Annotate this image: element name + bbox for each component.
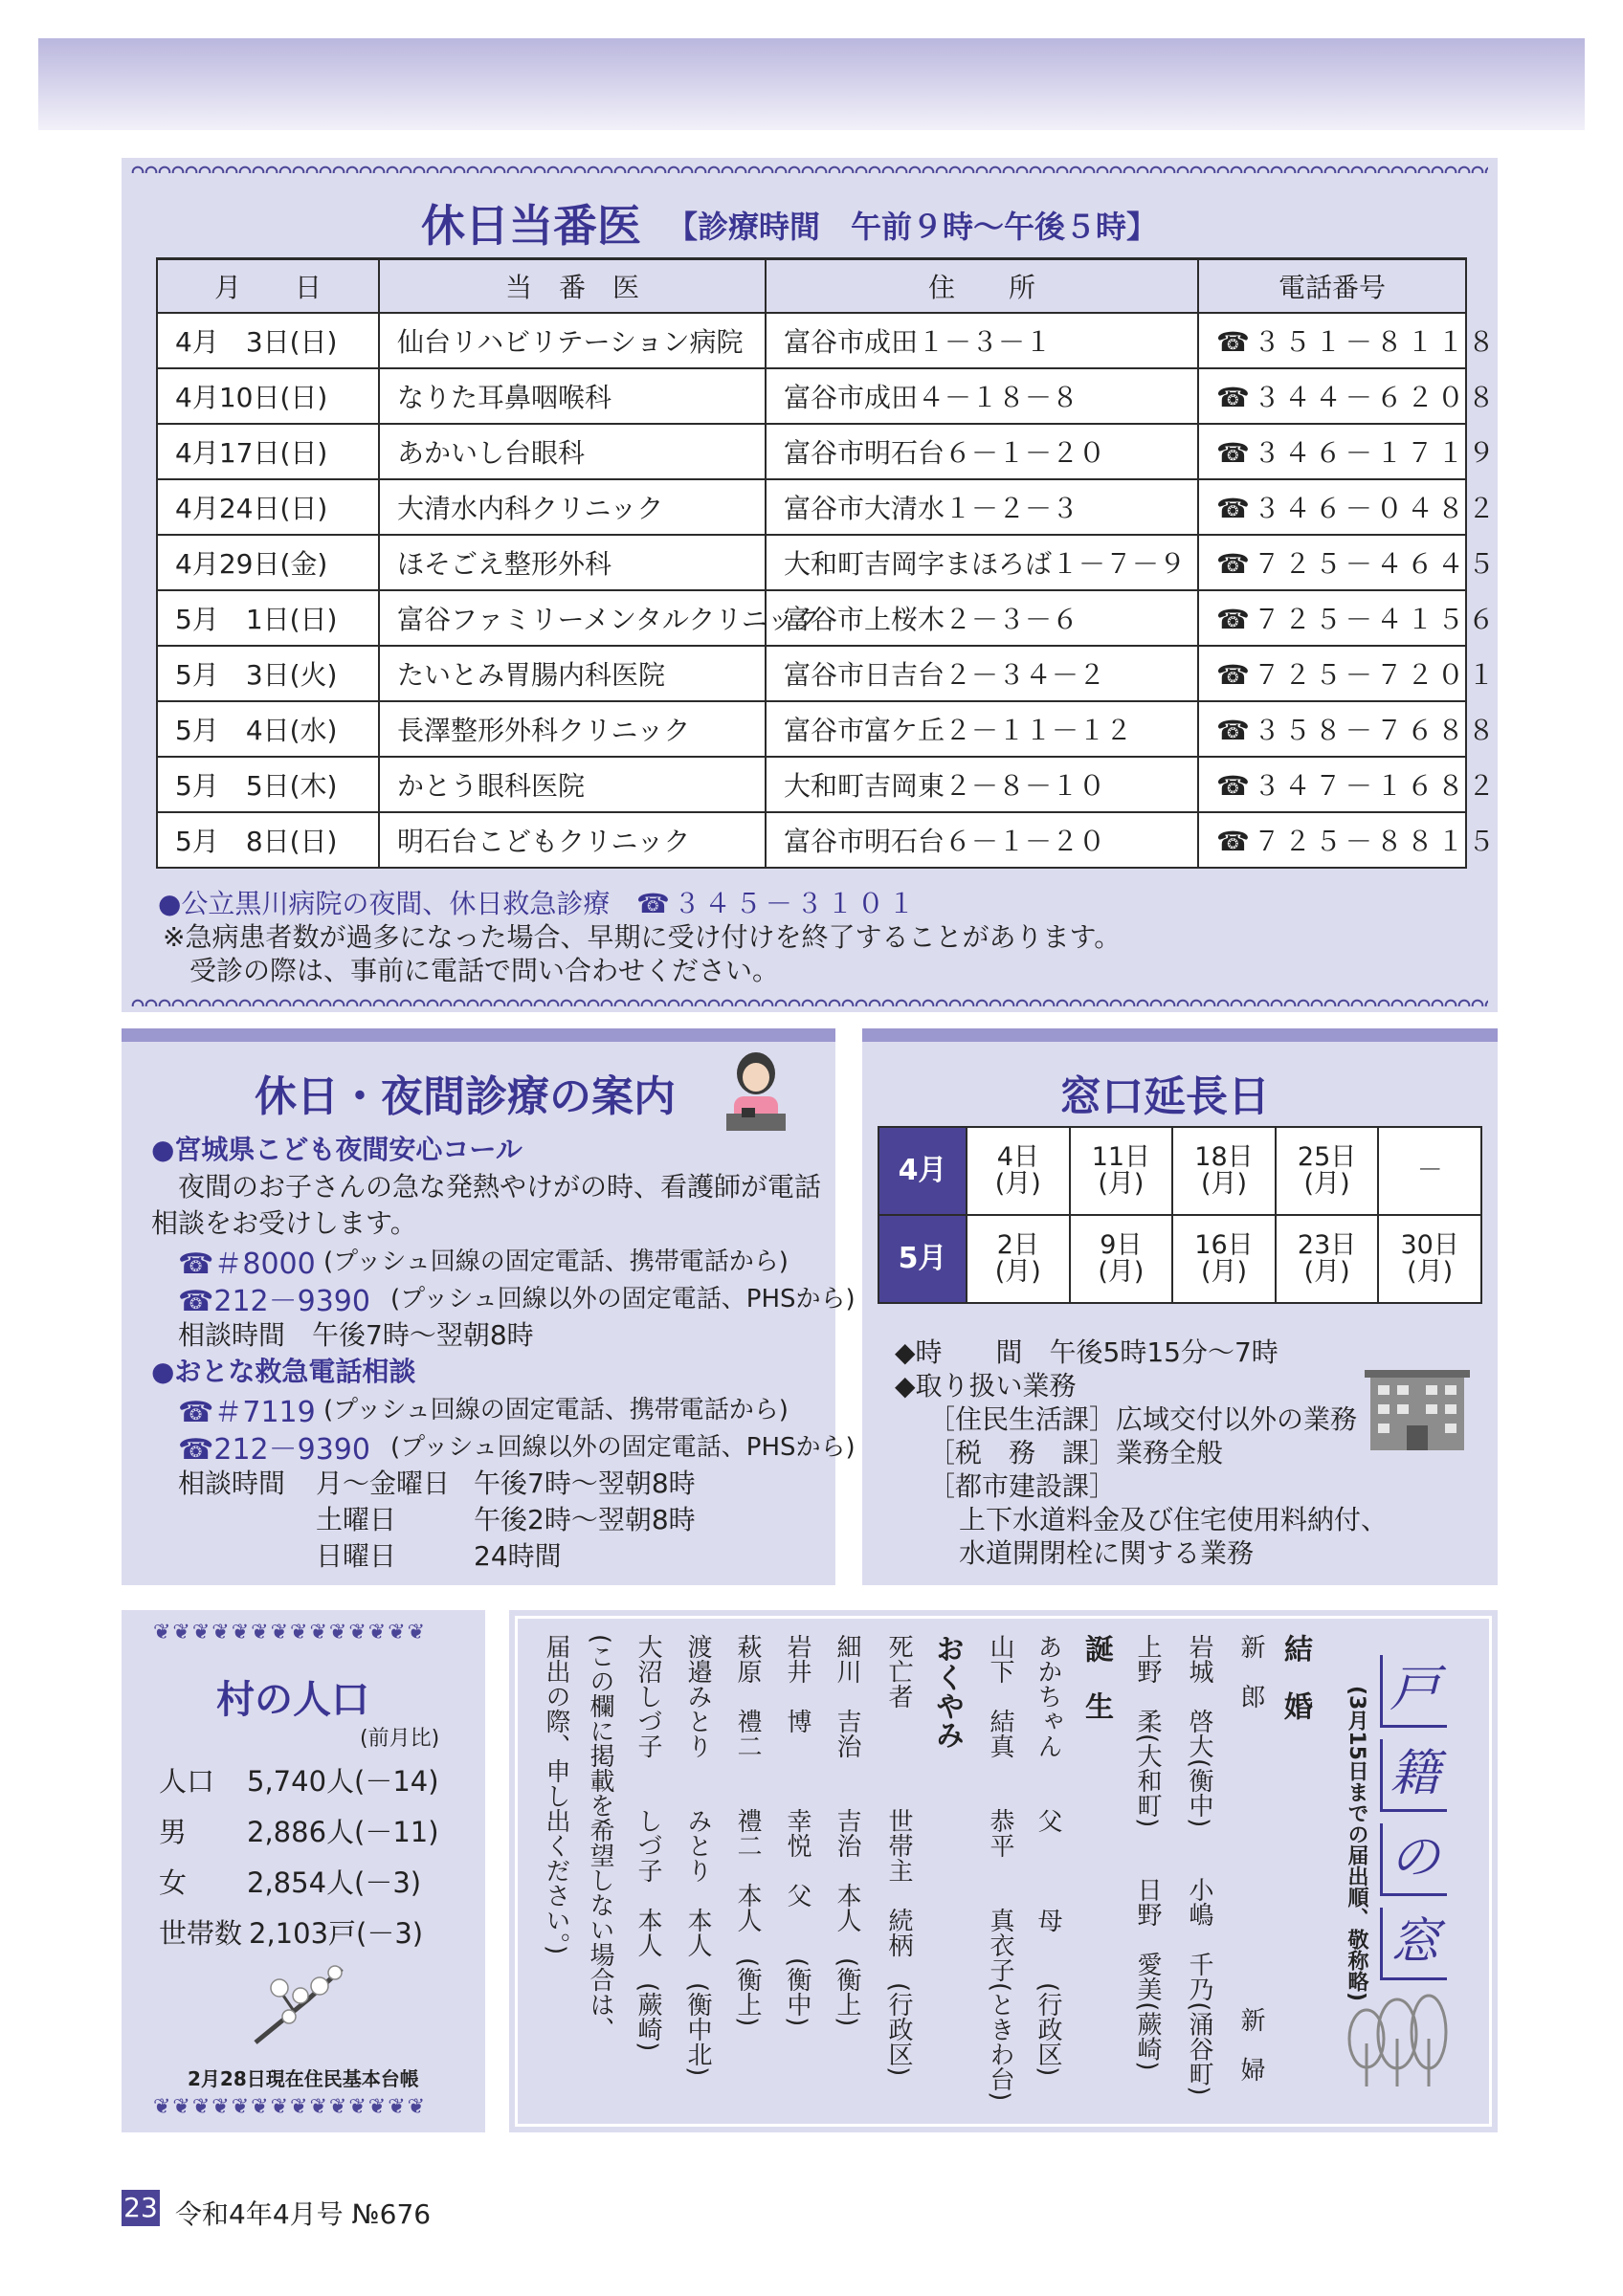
doctor-cell: 明石台こどもクリニック xyxy=(379,812,766,868)
table-row xyxy=(157,368,1466,424)
day-cell: 9日 (月) xyxy=(1070,1215,1173,1303)
duty-table xyxy=(156,257,1499,869)
tree-icon xyxy=(1338,1986,1453,2091)
koseki-section-heading: 結 婚 xyxy=(1278,1634,1312,1720)
population-label: 人口 xyxy=(159,1765,215,1798)
population-note: 2月28日現在住民基本台帳 xyxy=(188,2067,419,2090)
window-duty-2: ［税 務 課］業務全般 xyxy=(928,1437,1224,1468)
koseki-title-char: 窓 xyxy=(1380,1908,1447,1980)
koseki-title-char: の xyxy=(1380,1823,1447,1896)
kodomo-tel-1: ☎＃8000 xyxy=(178,1247,316,1281)
koseki-entry: 山下 結真 恭平 真衣子(ときわ台) xyxy=(986,1634,1014,2102)
date-cell: 5月 4日(水) xyxy=(157,701,379,757)
tel-cell: ☎７２５－４１５６ xyxy=(1198,590,1466,646)
address-cell: 富谷市明石台６－１－２０ xyxy=(766,424,1198,479)
duty-hours: 【診療時間 午前９時～午後５時】 xyxy=(667,209,1158,245)
address-cell: 富谷市富ケ丘２－１１－１２ xyxy=(766,701,1198,757)
otona-hours-time-1: 午後7時～翌朝8時 xyxy=(474,1468,696,1499)
day-cell: 11日 (月) xyxy=(1070,1127,1173,1215)
page-number: 23 xyxy=(122,2190,160,2226)
koseki-entry: 萩原 禮二 禮二 本人 (衡上) xyxy=(733,1634,762,2027)
day-cell: 2日 (月) xyxy=(967,1215,1070,1303)
tel-cell: ☎３４４－６２０８ xyxy=(1198,368,1466,424)
top-banner xyxy=(38,38,1585,130)
doctor-cell: あかいし台眼科 xyxy=(379,424,766,479)
tel-cell: ☎３４６－０４８２ xyxy=(1198,479,1466,535)
table-row xyxy=(157,757,1466,812)
wave-divider xyxy=(131,164,1488,173)
day-cell: 18日 (月) xyxy=(1172,1127,1276,1215)
date-cell: 5月 5日(木) xyxy=(157,757,379,812)
koseki-entry: (この欄に掲載を希望しない場合は、 xyxy=(586,1634,614,2042)
duty-title: 休日当番医 xyxy=(421,200,641,252)
doctor-cell: かとう眼科医院 xyxy=(379,757,766,812)
date-cell: 5月 3日(火) xyxy=(157,646,379,701)
kodomo-desc-2: 相談をお受けします。 xyxy=(151,1207,417,1239)
otona-tel-1-note: (プッシュ回線の固定電話、携帯電話から) xyxy=(323,1396,789,1424)
kodomo-tel-1-note: (プッシュ回線の固定電話、携帯電話から) xyxy=(323,1247,789,1276)
caution-text-1: ※急病患者数が過多になった場合、早期に受け付けを終了することがあります。 xyxy=(163,921,1122,953)
kodomo-call-title: ●宮城県こども夜間安心コール xyxy=(151,1134,522,1165)
population-value: 2,886人(－11) xyxy=(247,1816,439,1848)
table-row xyxy=(157,812,1466,868)
day-cell: 30日 (月) xyxy=(1378,1215,1481,1303)
table-row xyxy=(157,479,1466,535)
address-cell: 大和町吉岡字まほろば１－７－９ xyxy=(766,535,1198,590)
doctor-cell: なりた耳鼻咽喉科 xyxy=(379,368,766,424)
koseki-entry: あかちゃん 父 母 (行政区) xyxy=(1034,1634,1062,2077)
window-duty-1: ［住民生活課］広域交付以外の業務 xyxy=(928,1403,1358,1435)
doctor-cell: たいとみ胃腸内科医院 xyxy=(379,646,766,701)
doctor-cell: 仙台リハビリテーション病院 xyxy=(379,313,766,368)
otona-hours-day-2: 土曜日 xyxy=(316,1504,397,1535)
date-cell: 4月10日(日) xyxy=(157,368,379,424)
doctor-cell: 大清水内科クリニック xyxy=(379,479,766,535)
otona-tel-1: ☎＃7119 xyxy=(178,1396,316,1429)
window-duty-5: 水道開閉栓に関する業務 xyxy=(959,1537,1255,1569)
koseki-entry: 渡邉みとり みとり 本人 (衡中北) xyxy=(683,1634,712,2077)
otona-hours-label: 相談時間 xyxy=(178,1468,286,1499)
koseki-subtitle: (3月15日までの届出順、敬称略) xyxy=(1345,1686,1368,2002)
koseki-entry: 細川 吉治 吉治 本人 (衡上) xyxy=(833,1634,861,2027)
month-header: 5月 xyxy=(878,1215,967,1303)
tel-cell: ☎３５８－７６８８ xyxy=(1198,701,1466,757)
date-cell: 5月 8日(日) xyxy=(157,812,379,868)
window-row xyxy=(878,1127,1481,1215)
kodomo-hours: 相談時間 午後7時～翌朝8時 xyxy=(178,1319,534,1351)
otona-hours-time-3: 24時間 xyxy=(474,1540,562,1572)
address-cell: 富谷市大清水１－２－３ xyxy=(766,479,1198,535)
population-label: 女 xyxy=(159,1866,188,1899)
window-title: 窓口延長日 xyxy=(1059,1072,1270,1121)
population-value: 2,103戸(－3) xyxy=(249,1917,424,1950)
tel-cell: ☎３４６－１７１９ xyxy=(1198,424,1466,479)
day-cell: 16日 (月) xyxy=(1172,1215,1276,1303)
table-row xyxy=(157,701,1466,757)
address-cell: 大和町吉岡東２－８－１０ xyxy=(766,757,1198,812)
panel-stripe xyxy=(122,1028,835,1042)
col-header-address: 住 所 xyxy=(766,259,1198,313)
tel-cell: ☎３５１－８１１８ xyxy=(1198,313,1466,368)
window-duties-title: ◆取り扱い業務 xyxy=(895,1370,1077,1402)
kodomo-desc-1: 夜間のお子さんの急な発熱やけがの時、看護師が電話 xyxy=(178,1171,822,1203)
hospital-tel: ☎３４５－３１０１ xyxy=(636,888,919,919)
col-header-date: 月 日 xyxy=(157,259,379,313)
window-extension-table xyxy=(878,1126,1482,1304)
doctor-cell: 富谷ファミリーメンタルクリニック xyxy=(379,590,766,646)
koseki-title-char: 籍 xyxy=(1380,1739,1447,1812)
doctor-cell: ほそごえ整形外科 xyxy=(379,535,766,590)
otona-hours-time-2: 午後2時～翌朝8時 xyxy=(474,1504,696,1535)
table-row xyxy=(157,590,1466,646)
population-value: 5,740人(－14) xyxy=(247,1765,439,1798)
table-row xyxy=(157,313,1466,368)
koseki-entry: 岩城 啓大(衡中) 小嶋 千乃(涌谷町) xyxy=(1185,1634,1213,2096)
koseki-entry: 岩井 博 幸悦 父 (衡中) xyxy=(783,1634,812,2027)
nurse-icon xyxy=(724,1050,788,1133)
floral-border-bottom: ❦❦❦❦❦❦❦❦❦❦❦❦❦❦ xyxy=(153,2095,428,2119)
table-row xyxy=(157,535,1466,590)
floral-border-top: ❦❦❦❦❦❦❦❦❦❦❦❦❦❦ xyxy=(153,1621,428,1645)
col-header-doctor: 当 番 医 xyxy=(379,259,766,313)
koseki-entry: 届出の際、申し出ください。) xyxy=(542,1634,570,1955)
building-icon xyxy=(1365,1370,1470,1450)
doctor-cell: 長澤整形外科クリニック xyxy=(379,701,766,757)
caution-text-2: 受診の際は、事前に電話で問い合わせください。 xyxy=(189,955,780,986)
hospital-note: ●公立黒川病院の夜間、休日救急診療 xyxy=(158,888,611,919)
otona-tel-2-note: (プッシュ回線以外の固定電話、PHSから) xyxy=(390,1433,856,1462)
koseki-title-char: 戸 xyxy=(1380,1655,1447,1728)
address-cell: 富谷市明石台６－１－２０ xyxy=(766,812,1198,868)
issue-label: 令和4年4月号 №676 xyxy=(175,2198,432,2230)
koseki-entry: 大沼しづ子 しづ子 本人 (蕨崎) xyxy=(634,1634,662,2052)
date-cell: 5月 1日(日) xyxy=(157,590,379,646)
address-cell: 富谷市成田４－１８－８ xyxy=(766,368,1198,424)
tel-cell: ☎３４７－１６８２ xyxy=(1198,757,1466,812)
sakura-branch-icon xyxy=(251,1961,356,2047)
col-header-tel: 電話番号 xyxy=(1198,259,1466,313)
date-cell: 4月29日(金) xyxy=(157,535,379,590)
day-cell: 4日 (月) xyxy=(967,1127,1070,1215)
night-title: 休日・夜間診療の案内 xyxy=(255,1072,676,1121)
tel-cell: ☎７２５－４６４５ xyxy=(1198,535,1466,590)
koseki-section-heading: おくやみ xyxy=(930,1634,964,1749)
tel-cell: ☎７２５－７２０１ xyxy=(1198,646,1466,701)
date-cell: 4月24日(日) xyxy=(157,479,379,535)
window-row xyxy=(878,1215,1481,1303)
otona-call-title: ●おとな救急電話相談 xyxy=(151,1356,416,1387)
koseki-entry: 死亡者 世帯主 続柄 (行政区) xyxy=(884,1634,913,2077)
population-compare: (前月比) xyxy=(360,1727,440,1751)
window-duty-4: 上下水道料金及び住宅使用料納付、 xyxy=(959,1504,1389,1535)
population-label: 世帯数 xyxy=(159,1917,243,1950)
population-label: 男 xyxy=(159,1816,188,1848)
otona-hours-day-3: 日曜日 xyxy=(316,1540,397,1572)
wave-divider xyxy=(131,997,1488,1006)
koseki-section-heading: 誕 生 xyxy=(1079,1634,1113,1720)
koseki-entry: 上野 柔(大和町) 日野 愛美(蕨崎) xyxy=(1133,1634,1162,2071)
window-duty-3: ［都市建設課］ xyxy=(928,1470,1117,1502)
day-cell: 25日 (月) xyxy=(1276,1127,1379,1215)
otona-hours-day-1: 月～金曜日 xyxy=(316,1468,451,1499)
address-cell: 富谷市上桜木２－３－６ xyxy=(766,590,1198,646)
otona-tel-2: ☎212－9390 xyxy=(178,1433,370,1467)
day-cell: 23日 (月) xyxy=(1276,1215,1379,1303)
date-cell: 4月17日(日) xyxy=(157,424,379,479)
kodomo-tel-2: ☎212－9390 xyxy=(178,1285,370,1318)
tel-cell: ☎７２５－８８１５ xyxy=(1198,812,1466,868)
month-header: 4月 xyxy=(878,1127,967,1215)
day-cell: － xyxy=(1378,1127,1481,1215)
table-row xyxy=(157,646,1466,701)
panel-stripe xyxy=(862,1028,1498,1042)
address-cell: 富谷市日吉台２－３４－２ xyxy=(766,646,1198,701)
address-cell: 富谷市成田１－３－１ xyxy=(766,313,1198,368)
date-cell: 4月 3日(日) xyxy=(157,313,379,368)
koseki-entry: 新 郎 新 婦 xyxy=(1236,1634,1265,2082)
population-value: 2,854人(－3) xyxy=(247,1866,422,1899)
window-time: ◆時 間 午後5時15分～7時 xyxy=(895,1336,1278,1368)
kodomo-tel-2-note: (プッシュ回線以外の固定電話、PHSから) xyxy=(390,1285,856,1314)
population-title: 村の人口 xyxy=(216,1678,369,1722)
table-row xyxy=(157,424,1466,479)
